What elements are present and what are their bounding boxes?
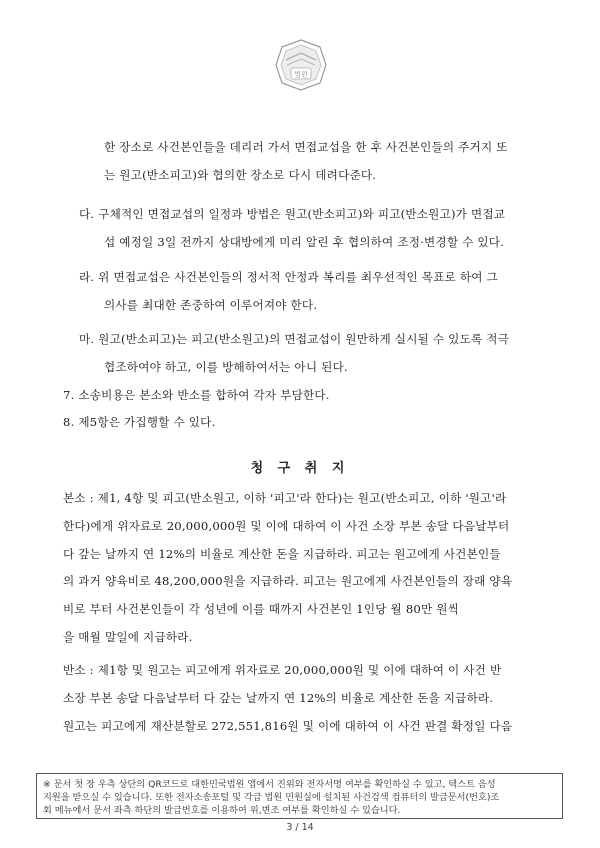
claim-line: 한다)에게 위자료로 20,000,000원 및 이에 대하여 이 사건 소장 부본 송달 다음날부터 xyxy=(63,519,510,533)
body-line: 8. 제5항은 가집행할 수 있다. xyxy=(63,415,216,429)
claim-line: 원고는 피고에게 재산분할로 272,551,816원 및 이에 대하여 이 사건 판결 확정일 다음 xyxy=(63,719,513,733)
claim-line: 소장 부본 송달 다음날부터 다 갚는 날까지 연 12%의 비율로 계산한 돈을 지급하라. xyxy=(63,691,494,705)
body-line: 의사를 최대한 존중하여 이루어져야 한다. xyxy=(104,298,318,312)
claim-line: 을 매월 말일에 지급하라. xyxy=(63,630,193,644)
body-line: 섭 예정일 3일 전까지 상대방에게 미리 알린 후 협의하여 조정·변경할 수 있다. xyxy=(104,235,505,249)
notice-line: 회 메뉴에서 문서 좌측 하단의 발급번호를 이용하여 위,변조 여부를 확인하실 수 있습니다. xyxy=(43,805,401,816)
notice-line: 지원을 받으실 수 있습니다. 또한 전자소송포털 및 각급 법원 민원실에 설치된 사건검색 컴퓨터의 발급문서(번호)조 xyxy=(43,792,500,803)
body-line: 라. 위 면접교섭은 사건본인들의 정서적 안정과 복리를 최우선적인 목표로 하여 그 xyxy=(79,270,498,284)
claim-line: 다 갚는 날까지 연 12%의 비율로 계산한 돈을 지급하라. 피고는 원고에게 사건본인들 xyxy=(63,547,501,561)
claim-line: 의 과거 양육비로 48,200,000원을 지급하라. 피고는 원고에게 사건본인들의 장래 양육 xyxy=(63,574,513,588)
body-line: 협조하여야 하고, 이를 방해하여서는 아니 된다. xyxy=(104,360,348,374)
claim-line: 본소 : 제1, 4항 및 피고(반소원고, 이하 '피고'라 한다)는 원고(반소피고, 이하 '원고'라 xyxy=(63,491,507,505)
seal-text: 법원 xyxy=(294,70,308,79)
notice-line: ※ 문서 첫 장 우측 상단의 QR코드로 대한민국법원 앱에서 진위와 전자서명 여부를 확인하실 수 있고, 텍스트 음성 xyxy=(43,779,496,790)
body-line: 7. 소송비용은 본소와 반소를 합하여 각자 부담한다. xyxy=(63,388,330,402)
verification-notice-box xyxy=(36,773,563,819)
body-line: 는 원고(반소피고)와 협의한 장소로 다시 데려다준다. xyxy=(104,168,377,182)
claim-line: 비로 부터 사건본인들이 각 성년에 이를 때까지 사건본인 1인당 월 80만 원씩 xyxy=(63,602,460,616)
court-seal-emblem xyxy=(274,38,328,92)
page-number: 3 / 14 xyxy=(286,822,314,833)
body-line: 다. 구체적인 면접교섭의 일정과 방법은 원고(반소피고)와 피고(반소원고)가 면접교 xyxy=(79,207,506,221)
section-heading: 청 구 취 지 xyxy=(250,461,350,476)
body-line: 마. 원고(반소피고)는 피고(반소원고)의 면접교섭이 원만하게 실시될 수 있도록 적극 xyxy=(79,332,510,346)
claim-line: 반소 : 제1항 및 원고는 피고에게 위자료로 20,000,000원 및 이에 대하여 이 사건 반 xyxy=(63,663,502,677)
body-line: 한 장소로 사건본인들을 데리러 가서 면접교섭을 한 후 사건본인들의 주거지 또 xyxy=(104,140,508,154)
